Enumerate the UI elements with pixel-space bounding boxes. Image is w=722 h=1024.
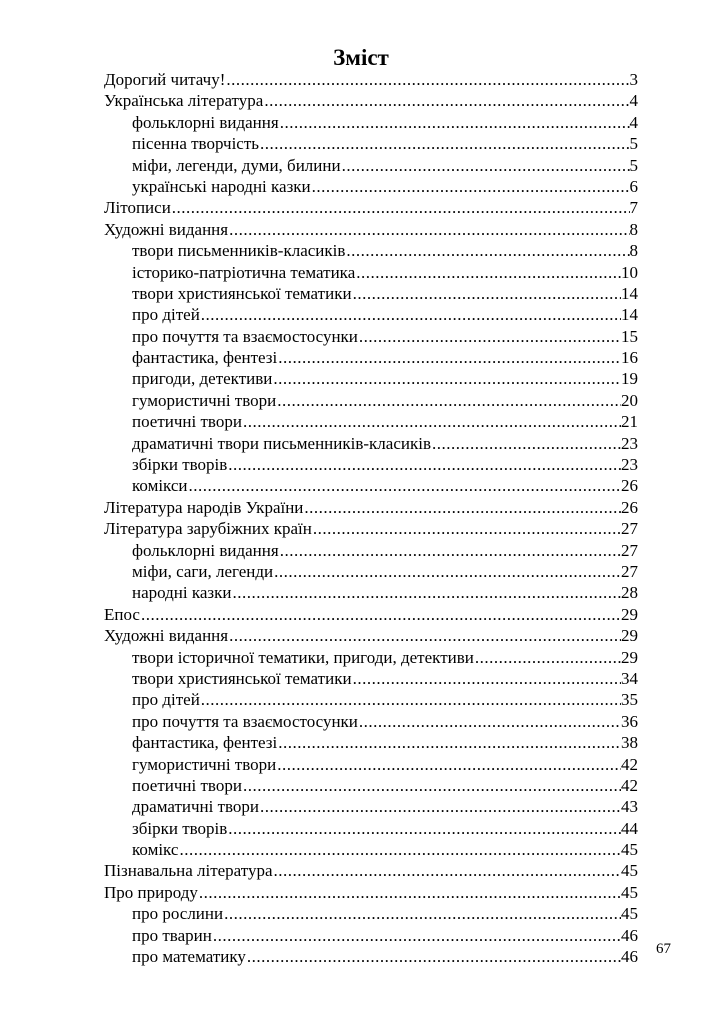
toc-entry-page: 26 bbox=[621, 476, 638, 496]
toc-entry-label: народні казки bbox=[132, 583, 232, 603]
toc-entry-page: 23 bbox=[621, 433, 638, 453]
toc-entry bbox=[104, 326, 638, 347]
dot-leader bbox=[226, 69, 629, 90]
toc-entry bbox=[104, 732, 638, 753]
toc-entry-page: 23 bbox=[621, 455, 638, 475]
toc-entry-page: 29 bbox=[621, 647, 638, 667]
toc-entry-page: 16 bbox=[621, 348, 638, 368]
toc-entry-page: 10 bbox=[621, 262, 638, 282]
toc-entry bbox=[104, 775, 638, 796]
toc-entry bbox=[104, 647, 638, 668]
toc-entry-page: 26 bbox=[621, 497, 638, 517]
dot-leader bbox=[280, 540, 621, 561]
toc-entry-label: Художні видання bbox=[104, 219, 229, 239]
toc-entry-label: про дітей bbox=[132, 690, 200, 710]
toc-entry-label: Літописи bbox=[104, 198, 171, 218]
toc-entry-label: Дорогий читачу! bbox=[104, 70, 226, 89]
dot-leader bbox=[260, 133, 629, 154]
toc-entry bbox=[104, 390, 638, 411]
toc-entry-label: Література народів України bbox=[104, 497, 304, 517]
toc-entry-page: 46 bbox=[621, 947, 638, 967]
dot-leader bbox=[353, 668, 621, 689]
toc-entry bbox=[104, 262, 638, 283]
toc-entry-label: твори історичної тематики, пригоди, детективи bbox=[132, 647, 474, 667]
toc-entry-page: 27 bbox=[621, 540, 638, 560]
toc-entry bbox=[104, 625, 638, 646]
toc-entry-label: фантастика, фентезі bbox=[132, 348, 278, 368]
toc-entry bbox=[104, 69, 638, 90]
dot-leader bbox=[312, 176, 630, 197]
toc-entry-label: українські народні казки bbox=[132, 176, 311, 196]
toc-entry bbox=[104, 304, 638, 325]
toc-entry-label: комікс bbox=[132, 840, 179, 860]
dot-leader bbox=[304, 497, 621, 518]
toc-entry bbox=[104, 946, 638, 967]
toc-entry bbox=[104, 668, 638, 689]
toc-entry-page: 29 bbox=[621, 604, 638, 624]
toc-entry-page: 38 bbox=[621, 733, 638, 753]
toc-entry-label: про дітей bbox=[132, 305, 200, 325]
dot-leader bbox=[313, 518, 621, 539]
toc-entry bbox=[104, 368, 638, 389]
toc-entry-label: фольклорні видання bbox=[132, 540, 279, 560]
toc-entry-label: Українська література bbox=[104, 91, 264, 111]
dot-leader bbox=[247, 946, 621, 967]
dot-leader bbox=[243, 775, 621, 796]
toc-entry-page: 46 bbox=[621, 925, 638, 945]
dot-leader bbox=[199, 882, 621, 903]
toc-entry-page: 4 bbox=[629, 91, 638, 111]
toc-entry-label: пісенна творчість bbox=[132, 134, 260, 154]
toc-entry-label: поетичні твори bbox=[132, 775, 242, 795]
toc-entry-label: про почуття та взаємостосунки bbox=[132, 326, 358, 346]
toc-entry-label: Художні видання bbox=[104, 626, 229, 646]
dot-leader bbox=[274, 561, 621, 582]
dot-leader bbox=[277, 390, 621, 411]
dot-leader bbox=[274, 860, 621, 881]
dot-leader bbox=[342, 155, 630, 176]
toc-entry bbox=[104, 689, 638, 710]
toc-entry-label: історико-патріотична тематика bbox=[132, 262, 356, 282]
dot-leader bbox=[280, 112, 630, 133]
toc-entry-label: поетичні твори bbox=[132, 412, 242, 432]
toc-entry bbox=[104, 433, 638, 454]
toc-entry bbox=[104, 240, 638, 261]
toc-entry bbox=[104, 582, 638, 603]
toc-entry-label: Епос bbox=[104, 604, 140, 624]
toc-entry bbox=[104, 925, 638, 946]
toc-entry-label: гумористичні твори bbox=[132, 754, 277, 774]
toc-entry-page: 5 bbox=[629, 134, 638, 154]
dot-leader bbox=[233, 582, 622, 603]
toc-entry-label: фольклорні видання bbox=[132, 112, 279, 132]
toc-entry-page: 27 bbox=[621, 519, 638, 539]
toc-entry bbox=[104, 561, 638, 582]
toc-entry bbox=[104, 796, 638, 817]
toc-entry bbox=[104, 903, 638, 924]
toc-entry-label: драматичні твори bbox=[132, 797, 260, 817]
toc-entry bbox=[104, 197, 638, 218]
dot-leader bbox=[273, 368, 621, 389]
dot-leader bbox=[243, 411, 621, 432]
toc-entry-page: 36 bbox=[621, 711, 638, 731]
toc-entry bbox=[104, 540, 638, 561]
toc-entry-page: 34 bbox=[621, 668, 638, 688]
toc-entry-label: твори християнської тематики bbox=[132, 668, 352, 688]
toc-entry-page: 27 bbox=[621, 561, 638, 581]
dot-leader bbox=[213, 925, 621, 946]
toc-entry-label: про тварин bbox=[132, 925, 212, 945]
toc-entry-page: 45 bbox=[621, 840, 638, 860]
toc-entry bbox=[104, 497, 638, 518]
toc-entry-label: твори християнської тематики bbox=[132, 283, 352, 303]
toc-entry bbox=[104, 133, 638, 154]
dot-leader bbox=[277, 754, 621, 775]
dot-leader bbox=[353, 283, 621, 304]
dot-leader bbox=[346, 240, 629, 261]
toc-entry-page: 7 bbox=[629, 198, 638, 218]
table-of-contents bbox=[104, 69, 638, 967]
toc-entry-page: 8 bbox=[629, 219, 638, 239]
toc-entry-page: 6 bbox=[629, 176, 638, 196]
toc-entry-label: про математику bbox=[132, 947, 246, 967]
toc-entry-page: 44 bbox=[621, 818, 638, 838]
dot-leader bbox=[189, 475, 621, 496]
toc-entry bbox=[104, 711, 638, 732]
toc-entry-page: 45 bbox=[621, 861, 638, 881]
toc-entry bbox=[104, 155, 638, 176]
dot-leader bbox=[260, 796, 621, 817]
toc-entry-page: 3 bbox=[629, 70, 638, 89]
dot-leader bbox=[278, 732, 621, 753]
toc-entry-page: 45 bbox=[621, 904, 638, 924]
toc-entry-label: драматичні твори письменників-класиків bbox=[132, 433, 431, 453]
toc-entry bbox=[104, 475, 638, 496]
toc-entry-label: Пізнавальна література bbox=[104, 861, 273, 881]
toc-entry-page: 43 bbox=[621, 797, 638, 817]
toc-entry bbox=[104, 518, 638, 539]
dot-leader bbox=[229, 219, 629, 240]
toc-entry-page: 14 bbox=[621, 305, 638, 325]
toc-entry bbox=[104, 411, 638, 432]
dot-leader bbox=[359, 711, 621, 732]
toc-entry-page: 20 bbox=[621, 390, 638, 410]
toc-entry-label: пригоди, детективи bbox=[132, 369, 273, 389]
dot-leader bbox=[179, 839, 621, 860]
toc-entry bbox=[104, 283, 638, 304]
toc-entry-page: 15 bbox=[621, 326, 638, 346]
toc-entry bbox=[104, 860, 638, 881]
toc-entry bbox=[104, 176, 638, 197]
toc-entry bbox=[104, 90, 638, 111]
dot-leader bbox=[201, 689, 621, 710]
dot-leader bbox=[278, 347, 621, 368]
toc-entry bbox=[104, 219, 638, 240]
toc-entry-label: фантастика, фентезі bbox=[132, 733, 278, 753]
toc-entry bbox=[104, 454, 638, 475]
toc-entry bbox=[104, 112, 638, 133]
dot-leader bbox=[475, 647, 621, 668]
toc-entry bbox=[104, 882, 638, 903]
toc-entry-page: 28 bbox=[621, 583, 638, 603]
dot-leader bbox=[359, 326, 621, 347]
toc-entry-page: 4 bbox=[629, 112, 638, 132]
toc-entry-label: комікси bbox=[132, 476, 188, 496]
toc-entry-label: про рослини bbox=[132, 904, 224, 924]
toc-entry-page: 45 bbox=[621, 882, 638, 902]
toc-entry bbox=[104, 347, 638, 368]
toc-entry bbox=[104, 604, 638, 625]
toc-entry-page: 14 bbox=[621, 283, 638, 303]
dot-leader bbox=[264, 90, 629, 111]
dot-leader bbox=[228, 818, 621, 839]
page-number: 67 bbox=[656, 941, 671, 957]
toc-entry-label: про почуття та взаємостосунки bbox=[132, 711, 358, 731]
toc-entry bbox=[104, 754, 638, 775]
toc-entry-label: міфи, легенди, думи, билини bbox=[132, 155, 341, 175]
toc-entry-label: збірки творів bbox=[132, 455, 228, 475]
toc-entry bbox=[104, 839, 638, 860]
toc-entry-page: 42 bbox=[621, 754, 638, 774]
dot-leader bbox=[228, 454, 621, 475]
toc-entry-label: збірки творів bbox=[132, 818, 228, 838]
toc-entry-page: 21 bbox=[621, 412, 638, 432]
toc-entry-label: Про природу bbox=[104, 882, 198, 902]
dot-leader bbox=[356, 262, 621, 283]
toc-entry bbox=[104, 818, 638, 839]
dot-leader bbox=[172, 197, 630, 218]
dot-leader bbox=[141, 604, 621, 625]
dot-leader bbox=[224, 903, 621, 924]
dot-leader bbox=[229, 625, 621, 646]
dot-leader bbox=[201, 304, 621, 325]
toc-entry-page: 29 bbox=[621, 626, 638, 646]
toc-entry-label: твори письменників-класиків bbox=[132, 241, 346, 261]
toc-entry-page: 42 bbox=[621, 775, 638, 795]
toc-entry-label: Література зарубіжних країн bbox=[104, 519, 312, 539]
page-title: Зміст bbox=[333, 45, 389, 70]
toc-entry-page: 8 bbox=[629, 241, 638, 261]
toc-entry-page: 19 bbox=[621, 369, 638, 389]
toc-entry-label: міфи, саги, легенди bbox=[132, 561, 274, 581]
toc-entry-page: 5 bbox=[629, 155, 638, 175]
dot-leader bbox=[432, 433, 621, 454]
toc-entry-page: 35 bbox=[621, 690, 638, 710]
toc-entry-label: гумористичні твори bbox=[132, 390, 277, 410]
